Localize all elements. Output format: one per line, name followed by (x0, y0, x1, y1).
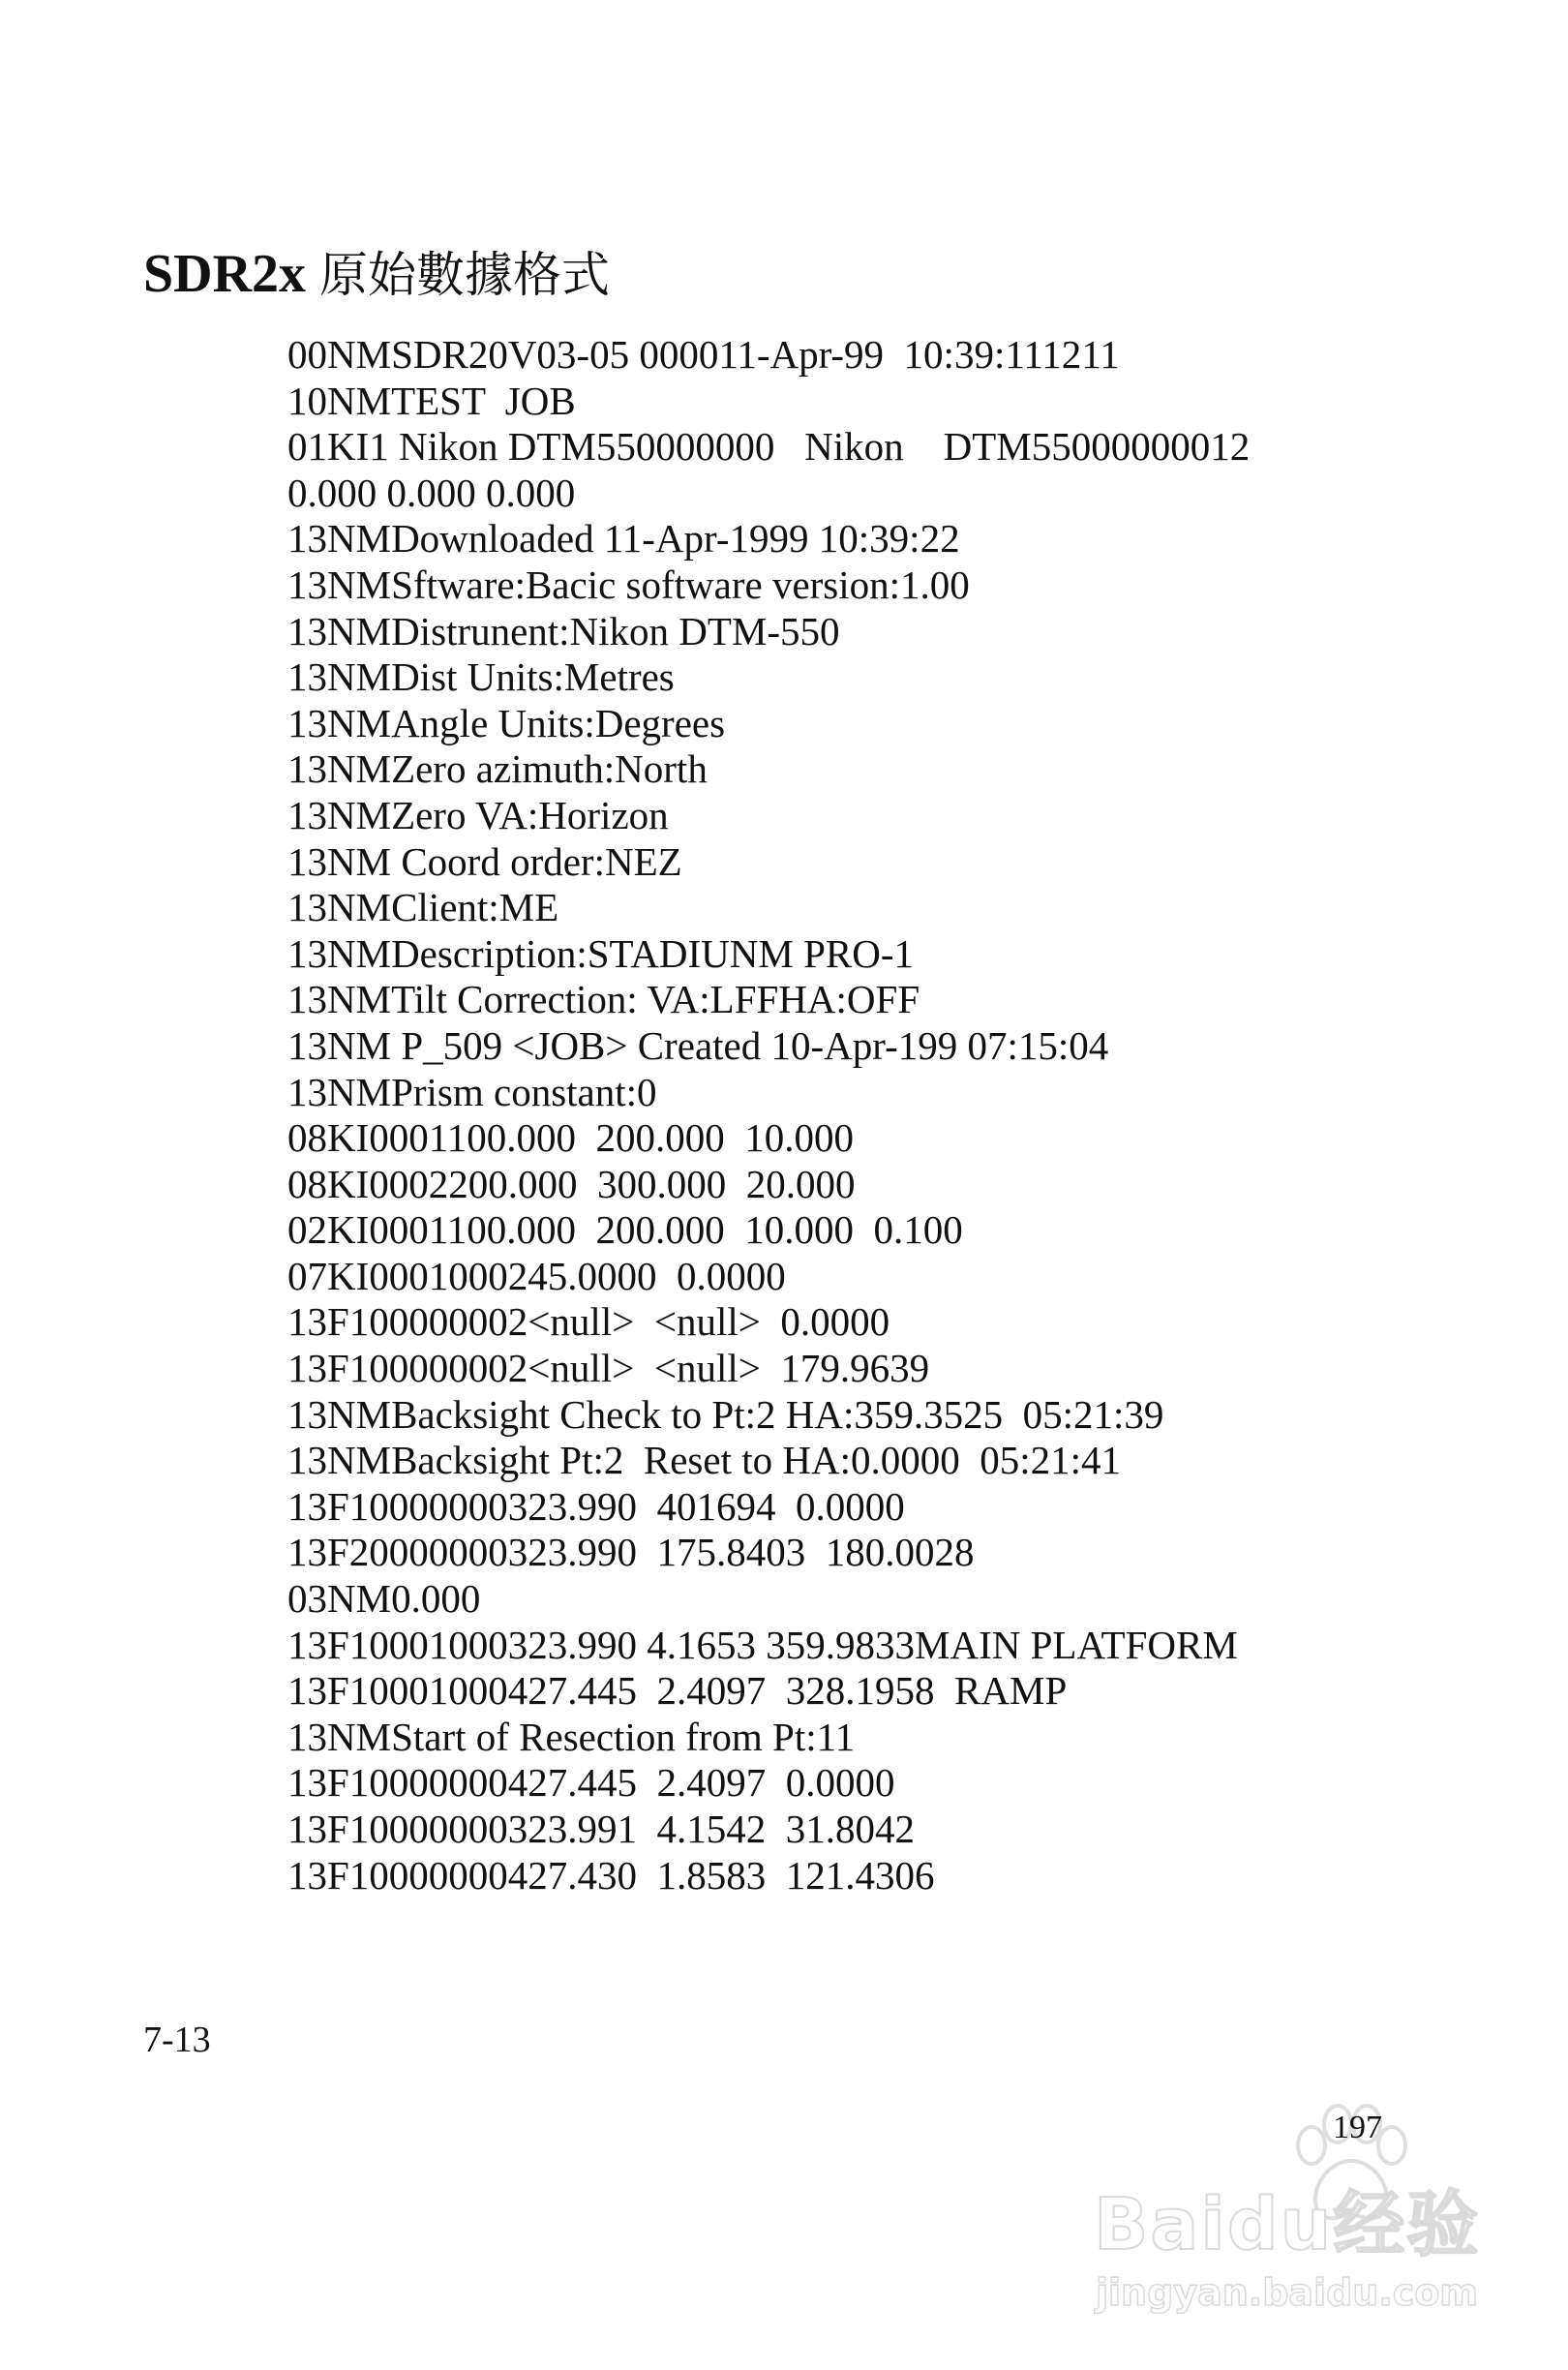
data-line: 13NMDistrunent:Nikon DTM-550 (287, 608, 840, 653)
data-line: 00NMSDR20V03-05 000011-Apr-99 10:39:111211 (287, 332, 1120, 377)
data-line: 03NM0.000 (287, 1576, 481, 1622)
data-line: 13NM Coord order:NEZ (287, 838, 682, 884)
data-line: 02KI0001100.000 200.000 10.000 0.100 (287, 1207, 963, 1253)
section-number: 7-13 (143, 2020, 211, 2060)
data-line: 13F100000002<null> <null> 0.0000 (287, 1299, 890, 1345)
data-line: 13F10001000323.990 4.1653 359.9833MAIN PLATFORM (287, 1622, 1238, 1667)
data-line: 13NMDist Units:Metres (287, 654, 675, 700)
data-line: 13NMStart of Resection from Pt:11 (287, 1714, 856, 1759)
data-line: 13NMBacksight Pt:2 Reset to HA:0.0000 05:21:41 (287, 1438, 1121, 1483)
data-line: 0.000 0.000 0.000 (287, 470, 576, 515)
watermark-url: jingyan.baidu.com (1096, 2271, 1478, 2314)
data-line: 13F20000000323.990 175.8403 180.0028 (287, 1530, 975, 1575)
data-line: 13NM P_509 <JOB> Created 10-Apr-199 07:15:04 (287, 1022, 1109, 1068)
baidu-watermark (1094, 2099, 1481, 2331)
data-line: 13F10001000427.445 2.4097 328.1958 RAMP (287, 1668, 1068, 1714)
data-line: 13NMPrism constant:0 (287, 1069, 657, 1114)
data-line: 10NMTEST JOB (287, 378, 576, 423)
data-line: 13F10000000323.990 401694 0.0000 (287, 1483, 905, 1529)
data-line: 13F100000002<null> <null> 179.9639 (287, 1346, 930, 1391)
watermark-brand: Baidu经验 (1094, 2183, 1481, 2266)
data-line: 13NMBacksight Check to Pt:2 HA:359.3525 05:21:39 (287, 1391, 1164, 1437)
page-title (143, 240, 610, 309)
data-line: 13NMDescription:STADIUNM PRO-1 (287, 930, 915, 976)
data-line: 13NMSftware:Bacic software version:1.00 (287, 562, 970, 607)
data-line: 13F10000000323.991 4.1542 31.8042 (287, 1807, 916, 1851)
data-line: 13NMAngle Units:Degrees (287, 700, 726, 745)
data-line: 13F10000000427.430 1.8583 121.4306 (287, 1852, 935, 1898)
data-line: 07KI0001000245.0000 0.0000 (287, 1253, 786, 1298)
raw-data-listing (287, 332, 1250, 1899)
data-line: 13F10000000427.445 2.4097 0.0000 (287, 1760, 895, 1806)
data-line: 01KI1 Nikon DTM550000000 Nikon DTM55000000012 (287, 424, 1251, 470)
data-line: 13NMDownloaded 11-Apr-1999 10:39:22 (287, 516, 960, 562)
data-line: 13NMZero azimuth:North (287, 746, 708, 792)
data-line: 13NMClient:ME (287, 885, 559, 930)
title-code: SDR2x (143, 244, 307, 304)
page-number: 197 (1333, 2110, 1382, 2145)
data-line: 13NMTilt Correction: VA:LFFHA:OFF (287, 977, 920, 1022)
data-line: 13NMZero VA:Horizon (287, 792, 669, 837)
title-text: 原始數據格式 (319, 247, 611, 303)
data-line: 08KI0001100.000 200.000 10.000 (287, 1115, 854, 1161)
data-line: 08KI0002200.000 300.000 20.000 (287, 1161, 856, 1206)
